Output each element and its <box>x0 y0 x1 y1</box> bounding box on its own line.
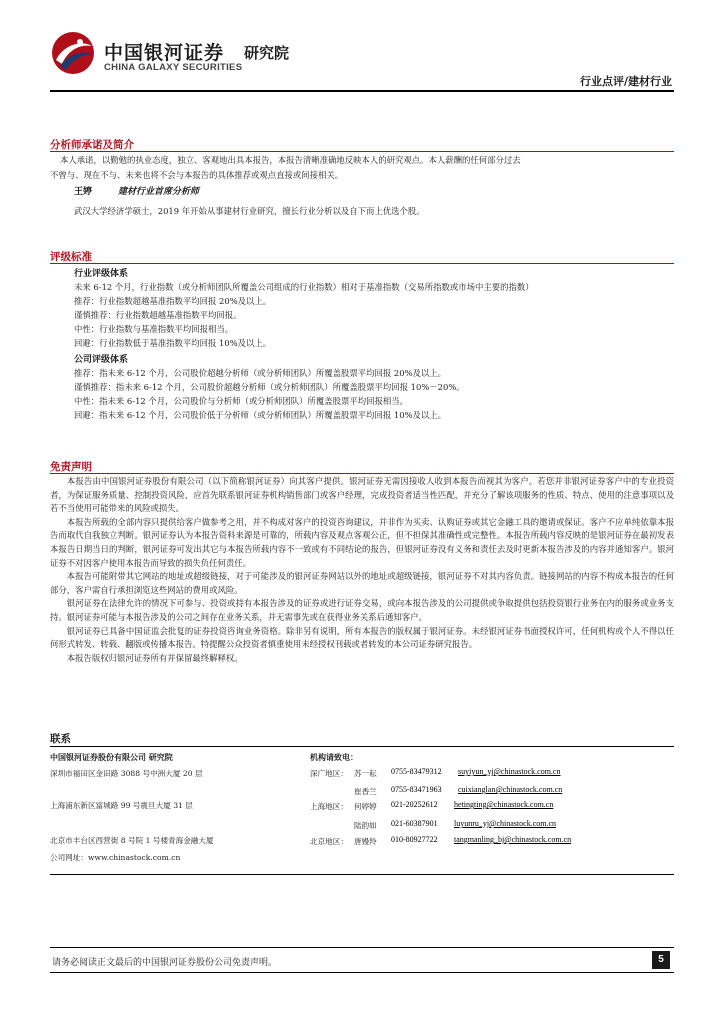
disclaimer-paragraph: 本报告可能附带其它网站的地址或超级链接，对于可能涉及的银河证券网站以外的地址或超级链接，银河证券不对其内容负责。链接网站的内容不构成本报告的任何部分，客户需自行承担浏览这些网站的费用或风险。 <box>50 571 674 595</box>
brand-institute: 研究院 <box>244 44 290 62</box>
footer-rule <box>50 972 674 973</box>
contact-region: 北京地区： <box>310 837 348 846</box>
report-category: 行业点评/建材行业 <box>579 75 672 88</box>
company-rating-line: 回避：指未来 6-12 个月，公司股价低于分析师（或分析师团队）所覆盖股票平均回报 10%及以上。 <box>74 410 447 420</box>
contact-section-title: 联系 <box>50 733 71 745</box>
pledge-text-1: 本人承诺，以勤勉的执业态度，独立、客观地出具本报告，本报告清晰准确地反映本人的研究观点。本人薪酬的任何部分过去 <box>60 155 521 165</box>
contact-phone: 0755-83471963 <box>391 785 442 794</box>
contact-company: 中国银河证券股份有限公司 研究院 <box>50 753 173 762</box>
address-shenzhen: 深圳市福田区金田路 3088 号中洲大厦 20 层 <box>50 769 203 778</box>
contact-email[interactable]: tangmanling_bj@chinastock.com.cn <box>454 835 572 844</box>
industry-rating-line: 回避：行业指数低于基准指数平均回报 10%及以上。 <box>74 338 272 348</box>
company-rating-line: 推荐：指未来 6-12 个月，公司股价超越分析师（或分析师团队）所覆盖股票平均回报 20%及以上。 <box>74 368 447 378</box>
company-rating-heading: 公司评级体系 <box>74 355 129 365</box>
section-divider <box>50 151 674 152</box>
page-number: 5 <box>652 951 670 969</box>
contact-name: 陆韵如 <box>354 821 377 830</box>
analyst-section-title: 分析师承诺及简介 <box>50 139 134 151</box>
pledge-text-2: 不曾与、现在不与、未来也将不会与本报告的具体推荐或观点直接或间接相关。 <box>50 170 344 180</box>
industry-rating-line: 推荐：行业指数超越基准指数平均回报 20%及以上。 <box>74 296 272 306</box>
disclaimer-paragraph: 本报告由中国银河证券股份有限公司（以下简称银河证券）向其客户提供。银河证券无需因接收人收到本报告而视其为客户。若您并非银河证券客户中的专业投资者，为保证服务质量、控制投资风险，应首先联系银河证券机构销售部门或客户经理，完成投资者适当性匹配，并充分了解该项服务的性质、特点、使用的注意事项以及若不当使用可能带来的风险或损失。 <box>50 476 674 514</box>
contact-phone: 010-80927722 <box>391 835 438 844</box>
section-divider <box>50 263 674 264</box>
contact-email[interactable]: luyunru_yj@chinastock.com.cn <box>454 819 557 828</box>
analyst-role: 建材行业首席分析师 <box>118 187 200 197</box>
industry-rating-heading: 行业评级体系 <box>74 269 129 279</box>
footer-notice: 请务必阅读正文最后的中国银河证券股份公司免责声明。 <box>52 958 278 968</box>
institution-heading: 机构请致电： <box>310 753 358 762</box>
disclaimer-paragraph: 银河证券在法律允许的情况下可参与、投资或持有本报告涉及的证券或进行证券交易，或向本报告涉及的公司提供或争取提供包括投资银行业务在内的服务或业务支持。银河证券可能与本报告涉及的公司之间存在业务关系，并无需事先或在获得业务关系后通知客户。 <box>50 598 674 622</box>
company-rating-line: 中性：指未来 6-12 个月，公司股价与分析师（或分析师团队）所覆盖股票平均回报相当。 <box>74 396 409 406</box>
disclaimer-paragraph: 本报告所载的全部内容只提供给客户做参考之用，并不构成对客户的投资咨询建议，并非作为买卖、认购证券或其它金融工具的邀请或保证。客户不应单纯依靠本报告而取代自我独立判断。银河证券认为本报告资料来源是可靠的，所载内容及观点客观公正，但不担保其准确性或完整性。本报告所载内容反映的是银河证券在最初发表本报告日期当日的判断，银河证券可发出其它与本报告所载内容不一致或有不同结论的报告，但银河证券没有义务和责任去及时更新本报告涉及的内容并通知客户。银河证券不对因客户使用本报告而导致的损失负任何责任。 <box>50 516 674 568</box>
disclaimer-paragraph: 本报告版权归银河证券所有并保留最终解释权。 <box>66 652 243 663</box>
section-divider <box>50 473 674 474</box>
disclaimer-paragraph: 银河证券已具备中国证监会批复的证券投资咨询业务资格。除非另有说明，所有本报告的版权属于银河证券。未经银河证券书面授权许可，任何机构或个人不得以任何形式转发、转载、翻版或传播本报告。特提醒公众投资者慎重使用未经授权刊载或者转发的本公司证券研究报告。 <box>50 625 674 650</box>
footer-rule <box>50 947 674 948</box>
industry-rating-line: 谨慎推荐：行业指数超越基准指数平均回报。 <box>74 310 242 320</box>
analyst-bio: 武汉大学经济学硕士，2019 年开始从事建材行业研究，擅长行业分析以及自下而上优选个股。 <box>74 206 425 216</box>
contact-email[interactable]: cuixianglan@chinastock.com.cn <box>458 785 563 794</box>
disclaimer-body <box>50 475 674 665</box>
contact-name: 苏一耘 <box>354 769 377 778</box>
brand-name-en: CHINA GALAXY SECURITIES <box>104 62 243 73</box>
contact-phone: 021-20252612 <box>391 800 438 809</box>
industry-rating-line: 中性：行业指数与基准指数平均回报相当。 <box>74 324 234 334</box>
contact-region: 深广地区： <box>310 769 348 778</box>
contact-phone: 0755-83479312 <box>391 767 442 776</box>
address-beijing: 北京市丰台区西营街 8 号院 1 号楼青海金融大厦 <box>50 836 214 845</box>
section-divider <box>50 874 674 875</box>
contact-name: 崔香兰 <box>354 787 377 796</box>
contact-email[interactable]: hetingting@chinastock.com.cn <box>454 800 554 809</box>
header-rule <box>50 90 674 92</box>
industry-rating-line: 未来 6-12 个月，行业指数（或分析师团队所覆盖公司组成的行业指数）相对于基准指数（交易所指数或市场中主要的指数） <box>74 282 534 292</box>
section-divider <box>50 746 674 747</box>
disclaimer-section-title: 免责声明 <box>50 461 92 473</box>
contact-phone: 021-60387901 <box>391 819 438 828</box>
company-rating-line: 谨慎推荐：指未来 6-12 个月，公司股价超越分析师（或分析师团队）所覆盖股票平均回报 10%－20%。 <box>74 382 465 392</box>
galaxy-logo-icon <box>50 30 96 76</box>
analyst-name: 王婷 <box>74 187 93 197</box>
rating-section-title: 评级标准 <box>50 251 92 263</box>
company-website: 公司网址：www.chinastock.com.cn <box>50 853 181 862</box>
contact-name: 唐嫚羚 <box>354 837 377 846</box>
brand-name-cn: 中国银河证券 <box>104 42 225 64</box>
address-shanghai: 上海浦东新区富城路 99 号震旦大厦 31 层 <box>50 801 193 810</box>
contact-name: 何婷婷 <box>354 802 377 811</box>
contact-region: 上海地区： <box>310 802 348 811</box>
contact-email[interactable]: suyiyun_yj@chinastock.com.cn <box>458 767 561 776</box>
